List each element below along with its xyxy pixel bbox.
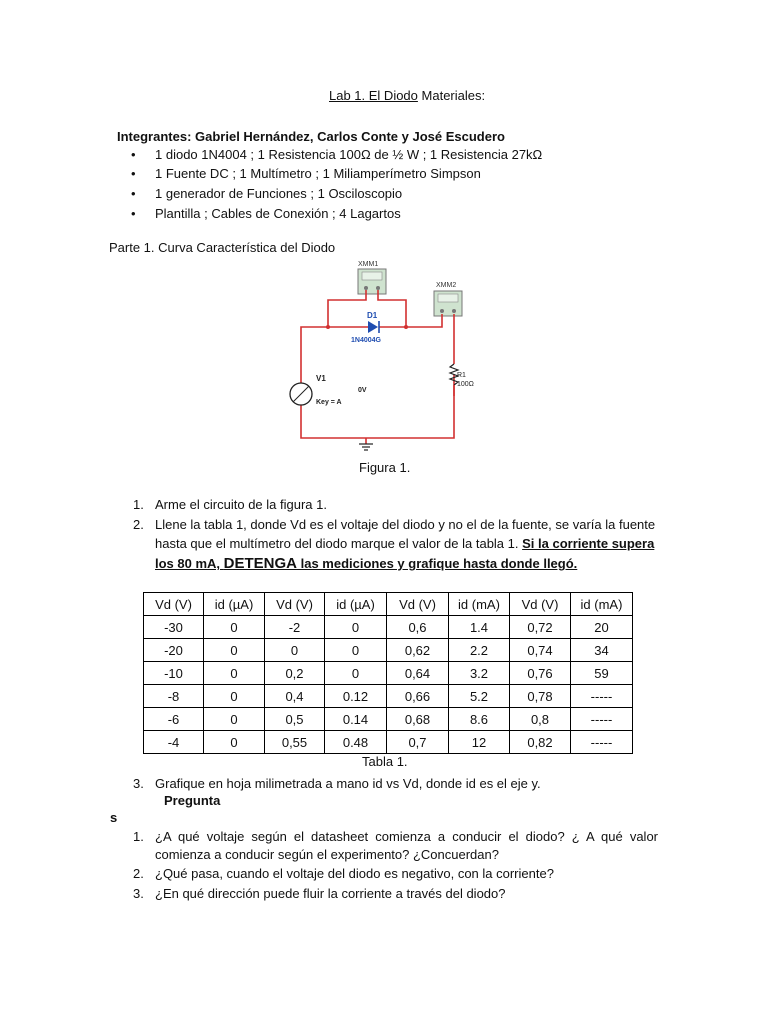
column-header: Vd (V) (144, 593, 204, 616)
column-header: id (mA) (571, 593, 633, 616)
table-caption: Tabla 1. (362, 754, 408, 769)
material-item: Plantilla ; Cables de Conexión ; 4 Lagartos (155, 206, 401, 221)
question-number: 1. (133, 829, 144, 844)
table-cell: 3.2 (449, 662, 510, 685)
table-cell: -8 (144, 685, 204, 708)
table-cell: 0,4 (265, 685, 325, 708)
step-text: hasta que el multímetro del diodo marque el valor de la tabla 1. (155, 536, 523, 551)
team-members: Integrantes: Gabriel Hernández, Carlos Conte y José Escudero (117, 129, 505, 144)
diode-symbol (368, 321, 378, 333)
table-row (144, 639, 633, 662)
material-item: 1 generador de Funciones ; 1 Osciloscopio (155, 186, 403, 201)
title-rest: Materiales: (417, 88, 486, 103)
v1-label: V1 (316, 374, 326, 383)
table-cell: 0.12 (325, 685, 387, 708)
column-header: Vd (V) (387, 593, 449, 616)
zero-volt-label: 0V (358, 387, 367, 394)
table-cell: 0,55 (265, 731, 325, 754)
table-cell: 0 (204, 685, 265, 708)
circuit-diagram (288, 256, 484, 456)
table-cell: -10 (144, 662, 204, 685)
d1-label: D1 (367, 311, 378, 320)
bullet-icon: • (131, 186, 136, 201)
table-cell: 0.14 (325, 708, 387, 731)
column-header: id (µA) (204, 593, 265, 616)
table-cell: 0,68 (387, 708, 449, 731)
table-cell: 0,66 (387, 685, 449, 708)
table-row (144, 685, 633, 708)
step-text: Grafique en hoja milimetrada a mano id vs Vd, donde id es el eje y. (155, 776, 541, 791)
stop-emphasis: DETENGA (223, 555, 297, 572)
xmm2-label: XMM2 (436, 282, 457, 289)
section-heading: Parte 1. Curva Característica del Diodo (109, 240, 336, 255)
table-cell: 1.4 (449, 616, 510, 639)
step-number: 1. (133, 497, 144, 512)
table-cell: -2 (265, 616, 325, 639)
table-cell: ----- (571, 708, 633, 731)
table-row (144, 708, 633, 731)
table-cell: 0,62 (387, 639, 449, 662)
table-cell: 0,76 (510, 662, 571, 685)
warning-text: las mediciones y grafique hasta donde llegó. (296, 556, 578, 571)
material-item: 1 Fuente DC ; 1 Multímetro ; 1 Miliamperímetro Simpson (155, 166, 481, 181)
question-number: 2. (133, 866, 144, 881)
xmm1-label: XMM1 (358, 261, 379, 268)
step-number: 3. (133, 776, 144, 791)
table-row (144, 731, 633, 754)
questions-heading: Pregunta (164, 793, 221, 808)
diode-label: 1N4004G (351, 337, 381, 344)
data-table (143, 592, 633, 754)
table-cell: 0 (325, 662, 387, 685)
bullet-icon: • (131, 206, 136, 221)
table-cell: 0 (204, 662, 265, 685)
table-cell: 0 (204, 639, 265, 662)
key-label: Key = A (316, 399, 342, 406)
table-cell: 0,7 (387, 731, 449, 754)
table-cell: -20 (144, 639, 204, 662)
warning-line (155, 556, 577, 572)
table-cell: 0,78 (510, 685, 571, 708)
questions-heading-suffix: s (110, 810, 118, 825)
table-cell: 0 (204, 708, 265, 731)
table-row (144, 616, 633, 639)
table-cell: 0 (204, 731, 265, 754)
table-cell: -30 (144, 616, 204, 639)
column-header: Vd (V) (265, 593, 325, 616)
warning-text: los 80 mA, (155, 556, 224, 571)
question-text: ¿Qué pasa, cuando el voltaje del diodo es negativo, con la corriente? (155, 866, 554, 881)
column-header: id (mA) (449, 593, 510, 616)
step-text: Arme el circuito de la figura 1. (155, 497, 327, 512)
warning-text: Si la corriente supera (522, 536, 655, 551)
table-cell: 0,8 (510, 708, 571, 731)
question-text: ¿A qué voltaje según el datasheet comienza a conducir el diodo? ¿ A qué valor (155, 829, 658, 844)
table-cell: ----- (571, 731, 633, 754)
table-cell: 0,6 (387, 616, 449, 639)
page-title (329, 88, 485, 104)
table-cell: 5.2 (449, 685, 510, 708)
question-number: 3. (133, 886, 144, 901)
table-cell: 0.48 (325, 731, 387, 754)
table-cell: 0 (325, 616, 387, 639)
table-cell: -6 (144, 708, 204, 731)
table-cell: 20 (571, 616, 633, 639)
r1-value: 100Ω (457, 381, 474, 388)
table-row (144, 662, 633, 685)
table-cell: 0,72 (510, 616, 571, 639)
table-cell: 0 (204, 616, 265, 639)
ground-icon (359, 444, 373, 450)
table-cell: ----- (571, 685, 633, 708)
table-cell: 0,82 (510, 731, 571, 754)
title-underlined: Lab 1. El Diodo (329, 88, 418, 103)
table-cell: 2.2 (449, 639, 510, 662)
table-cell: 0 (265, 639, 325, 662)
material-item: 1 diodo 1N4004 ; 1 Resistencia 100Ω de ½ W ; 1 Resistencia 27kΩ (155, 147, 543, 162)
column-header: Vd (V) (510, 593, 571, 616)
question-text: ¿En qué dirección puede fluir la corriente a través del diodo? (155, 886, 506, 901)
table-cell: 34 (571, 639, 633, 662)
table-cell: 0 (325, 639, 387, 662)
table-cell: 8.6 (449, 708, 510, 731)
step-text: Llene la tabla 1, donde Vd es el voltaje del diodo y no el de la fuente, se varía la fuente (155, 517, 656, 532)
table-cell: 0,64 (387, 662, 449, 685)
bullet-icon: • (131, 147, 136, 162)
figure-caption: Figura 1. (359, 460, 411, 475)
table-cell: 0,2 (265, 662, 325, 685)
step-text-line (155, 536, 654, 552)
table-cell: 0,74 (510, 639, 571, 662)
table-cell: 12 (449, 731, 510, 754)
question-text: comienza a conducir según el experimento? ¿Concuerdan? (155, 847, 499, 862)
column-header: id (µA) (325, 593, 387, 616)
table-cell: 59 (571, 662, 633, 685)
step-number: 2. (133, 517, 144, 532)
bullet-icon: • (131, 166, 136, 181)
r1-label: R1 (457, 372, 466, 379)
table-header-row (144, 593, 633, 616)
table-cell: 0,5 (265, 708, 325, 731)
table-cell: -4 (144, 731, 204, 754)
